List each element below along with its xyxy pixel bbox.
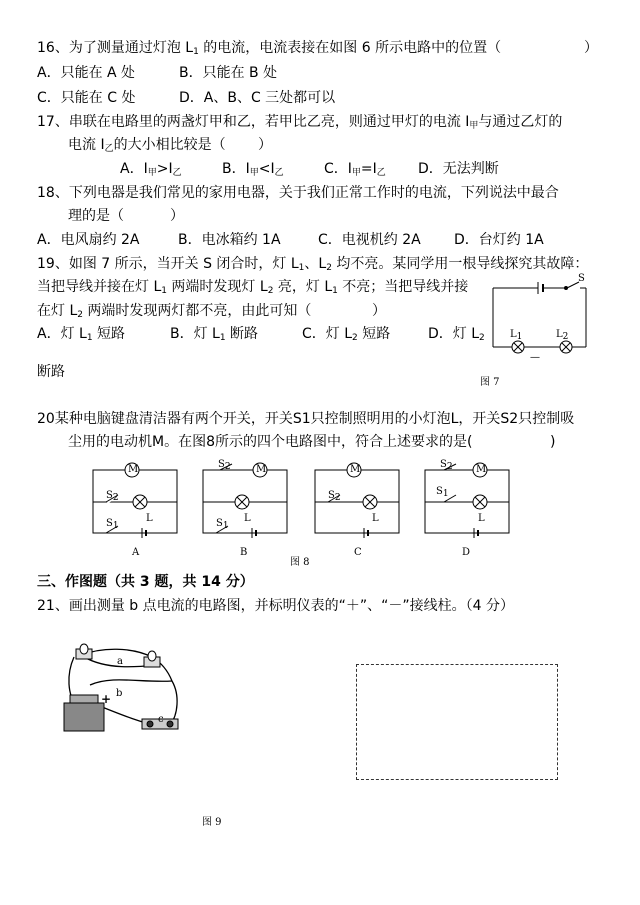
q17-option-c: C．$I_甲=I_乙$ bbox=[324, 161, 386, 178]
q19-option-a: A．灯 $L_1$ 短路 bbox=[37, 326, 126, 343]
q18-option-a: A．电风扇约 2A bbox=[37, 232, 140, 248]
fig8-c-label: C bbox=[354, 547, 362, 558]
q18-option-b: B．电冰箱约 1A bbox=[178, 232, 281, 248]
fig8-b-label: B bbox=[240, 547, 248, 558]
q18-option-c: C．电视机约 2A bbox=[318, 232, 421, 248]
q17-option-b: B．$I_甲<I_乙$ bbox=[222, 161, 284, 178]
q19-close: ） bbox=[372, 303, 386, 319]
q19-option-d: D．灯 $L_2$ bbox=[428, 326, 485, 343]
q18-option-d: D．台灯约 1A bbox=[454, 232, 544, 248]
q19-option-c: C．灯 $L_2$ 短路 bbox=[302, 326, 391, 343]
fig8-c-motor: M bbox=[350, 464, 361, 475]
q16-option-b: B．只能在 B 处 bbox=[179, 65, 278, 81]
q19-option-b: B．灯 $L_1$ 断路 bbox=[170, 326, 259, 343]
fig9-label-b: b bbox=[116, 688, 123, 699]
q17-option-d: D．无法判断 bbox=[418, 161, 499, 177]
q17-option-a: A．$I_甲>I_乙$ bbox=[120, 161, 182, 178]
q17-line1: 17、串联在电路里的两盏灯甲和乙，若甲比乙亮，则通过甲灯的电流 $I_甲$与通过乙灯的 bbox=[37, 114, 563, 131]
fig8-a-s2: $S_2$ bbox=[106, 490, 119, 503]
q16-close: ） bbox=[584, 40, 598, 56]
figure-8-circuit-b bbox=[200, 462, 290, 537]
figure-7-circuit bbox=[490, 280, 590, 350]
fig8-d-s1: $S_1$ bbox=[436, 486, 449, 499]
q16-option-d: D．A、B、C 三处都可以 bbox=[179, 90, 336, 106]
fig8-d-lamp: L bbox=[478, 513, 485, 524]
answer-drawing-box[interactable] bbox=[356, 664, 558, 780]
fig8-d-motor: M bbox=[476, 464, 487, 475]
figure-7-label-minus: — bbox=[530, 352, 540, 363]
fig9-label-plus: + bbox=[101, 692, 112, 706]
q20-close: ) bbox=[550, 434, 556, 450]
fig9-label-c: c bbox=[158, 714, 164, 725]
fig8-d-s2: $S_2$ bbox=[440, 459, 453, 472]
section-3-title: 三、作图题（共 3 题，共 14 分） bbox=[37, 574, 254, 590]
q16-stem: 16、为了测量通过灯泡 $L_1$ 的电流，电流表接在如图 6 所示电路中的位置（ bbox=[37, 40, 502, 57]
figure-7-label-s: S bbox=[578, 273, 585, 284]
fig8-b-s1: $S_1$ bbox=[216, 518, 229, 531]
fig8-d-label: D bbox=[462, 547, 471, 558]
figure-8-caption: 图 8 bbox=[290, 557, 310, 568]
q20-line2: 尘用的电动机M。在图8所示的四个电路图中，符合上述要求的是( bbox=[68, 434, 473, 450]
fig9-label-a: a bbox=[117, 656, 123, 667]
fig8-a-s1: $S_1$ bbox=[106, 518, 119, 531]
q21-line1: 21、画出测量 b 点电流的电路图，并标明仪表的“＋”、“－”接线柱。（4 分） bbox=[37, 598, 514, 614]
q18-close: ） bbox=[170, 208, 184, 224]
q18-line1: 18、下列电器是我们常见的家用电器，关于我们正常工作时的电流，下列说法中最合 bbox=[37, 185, 559, 201]
fig8-a-label: A bbox=[132, 547, 140, 558]
q19-line2: 当把导线并接在灯 $L_1$ 两端时发现灯 $L_2$ 亮，灯 $L_1$ 不亮；当把导线并接 bbox=[37, 279, 469, 296]
figure-9-caption: 图 9 bbox=[202, 817, 222, 828]
q19-option-d-continued: 断路 bbox=[37, 364, 65, 380]
q18-line2: 理的是（ bbox=[68, 208, 124, 224]
q20-line1: 20某种电脑键盘清洁器有两个开关，开关S1只控制照明用的小灯泡L，开关S2只控制吸 bbox=[37, 411, 575, 427]
fig8-b-s2: $S_2$ bbox=[218, 459, 231, 472]
q16-option-c: C．只能在 C 处 bbox=[37, 90, 136, 106]
fig8-a-motor: M bbox=[128, 464, 139, 475]
fig8-b-motor: M bbox=[256, 464, 267, 475]
q17-close: ） bbox=[258, 137, 272, 153]
q17-line2: 电流 $I_乙$的大小相比较是（ bbox=[68, 137, 226, 154]
fig8-c-lamp: L bbox=[372, 513, 379, 524]
q16-option-a: A．只能在 A 处 bbox=[37, 65, 136, 81]
fig8-b-lamp: L bbox=[244, 513, 251, 524]
figure-7-label-l1: $L_1$ bbox=[510, 329, 523, 342]
figure-8-circuit-d bbox=[422, 462, 512, 537]
figure-7-caption: 图 7 bbox=[480, 377, 500, 388]
q19-line3: 在灯 $L_2$ 两端时发现两灯都不亮，由此可知（ bbox=[37, 303, 312, 320]
q19-line1: 19、如图 7 所示，当开关 S 闭合时，灯 $L_1$、$L_2$ 均不亮。某同学用一根导线探究其故障： bbox=[37, 256, 589, 273]
figure-9-circuit-sketch bbox=[62, 645, 192, 735]
fig8-c-s2: $S_2$ bbox=[328, 490, 341, 503]
figure-7-label-l2: $L_2$ bbox=[556, 329, 569, 342]
fig8-a-lamp: L bbox=[146, 513, 153, 524]
